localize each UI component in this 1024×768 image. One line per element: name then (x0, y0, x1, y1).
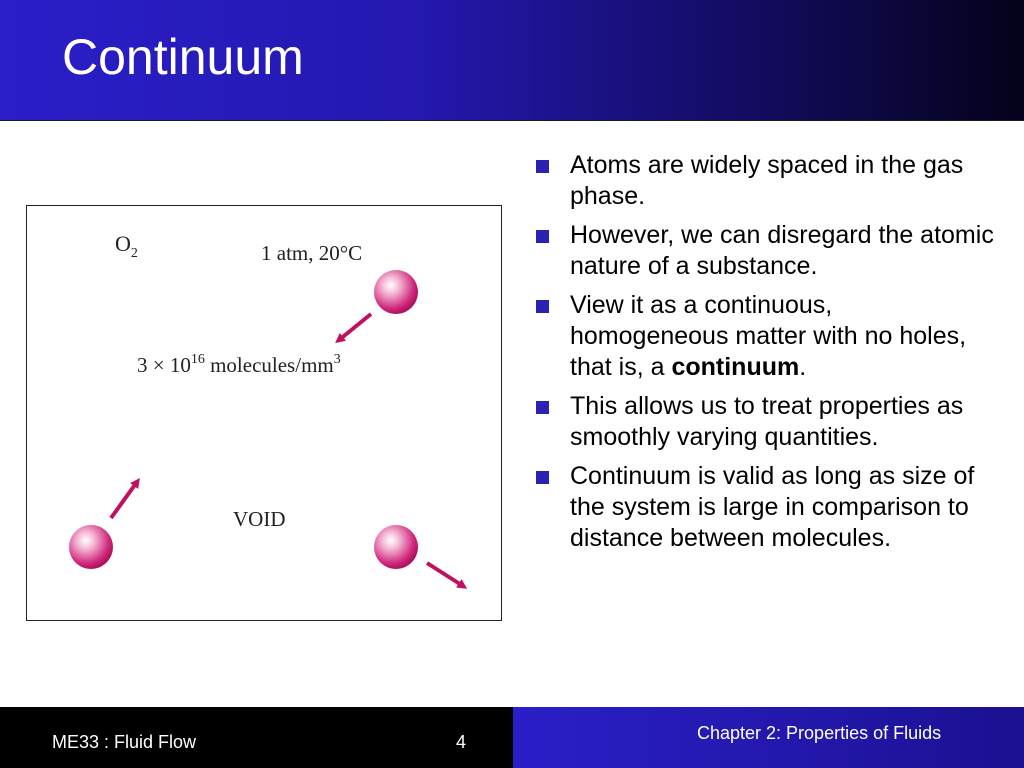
bullet-text-bold: continuum (671, 353, 800, 381)
molecule-top-right (374, 270, 418, 314)
bullet-item (536, 150, 996, 212)
square-bullet-icon (536, 300, 549, 313)
density-label: $3 \times 10^{16}$ molecules/$mm^3$ (137, 352, 341, 377)
arrow-bottom-right (427, 563, 463, 586)
chapter-label: Chapter 2: Properties of Fluids (697, 723, 942, 743)
gas-label: $O_2$ (115, 231, 138, 261)
square-bullet-icon (536, 160, 549, 173)
bullet-item (536, 461, 996, 554)
molecule-bottom-left (69, 525, 113, 569)
square-bullet-icon (536, 230, 549, 243)
footer-right (513, 707, 1024, 768)
bullet-item (536, 391, 996, 453)
molecule-diagram (27, 206, 503, 622)
square-bullet-icon (536, 471, 549, 484)
bullet-text-post: . (799, 353, 807, 381)
bullet-text: Continuum is valid as long as size of the system is large in comparison to distance between molecules. (570, 462, 975, 552)
molecule-figure (26, 205, 502, 621)
void-label: VOID (233, 507, 286, 531)
square-bullet-icon (536, 401, 549, 414)
molecule-bottom-right (374, 525, 418, 569)
arrow-top-right (339, 314, 371, 340)
conditions-label: 1 atm, 20°C (261, 241, 363, 265)
footer-left (0, 707, 513, 768)
bullet-text-pre: View it as a continuous, homogeneous matter with no holes, that is, a (570, 291, 967, 381)
bullet-item (536, 290, 996, 383)
page-number: 4 (456, 732, 467, 752)
course-label: ME33 : Fluid Flow (52, 732, 197, 752)
slide-title: Continuum (62, 29, 304, 85)
bullet-text: Atoms are widely spaced in the gas phase. (570, 151, 964, 210)
bullet-list (536, 150, 996, 562)
bullet-text: This allows us to treat properties as smoothly varying quantities. (570, 392, 964, 451)
bullet-item (536, 220, 996, 282)
arrow-bottom-left (111, 482, 137, 518)
bullet-text: However, we can disregard the atomic nature of a substance. (570, 221, 994, 280)
title-bar (0, 0, 1024, 121)
